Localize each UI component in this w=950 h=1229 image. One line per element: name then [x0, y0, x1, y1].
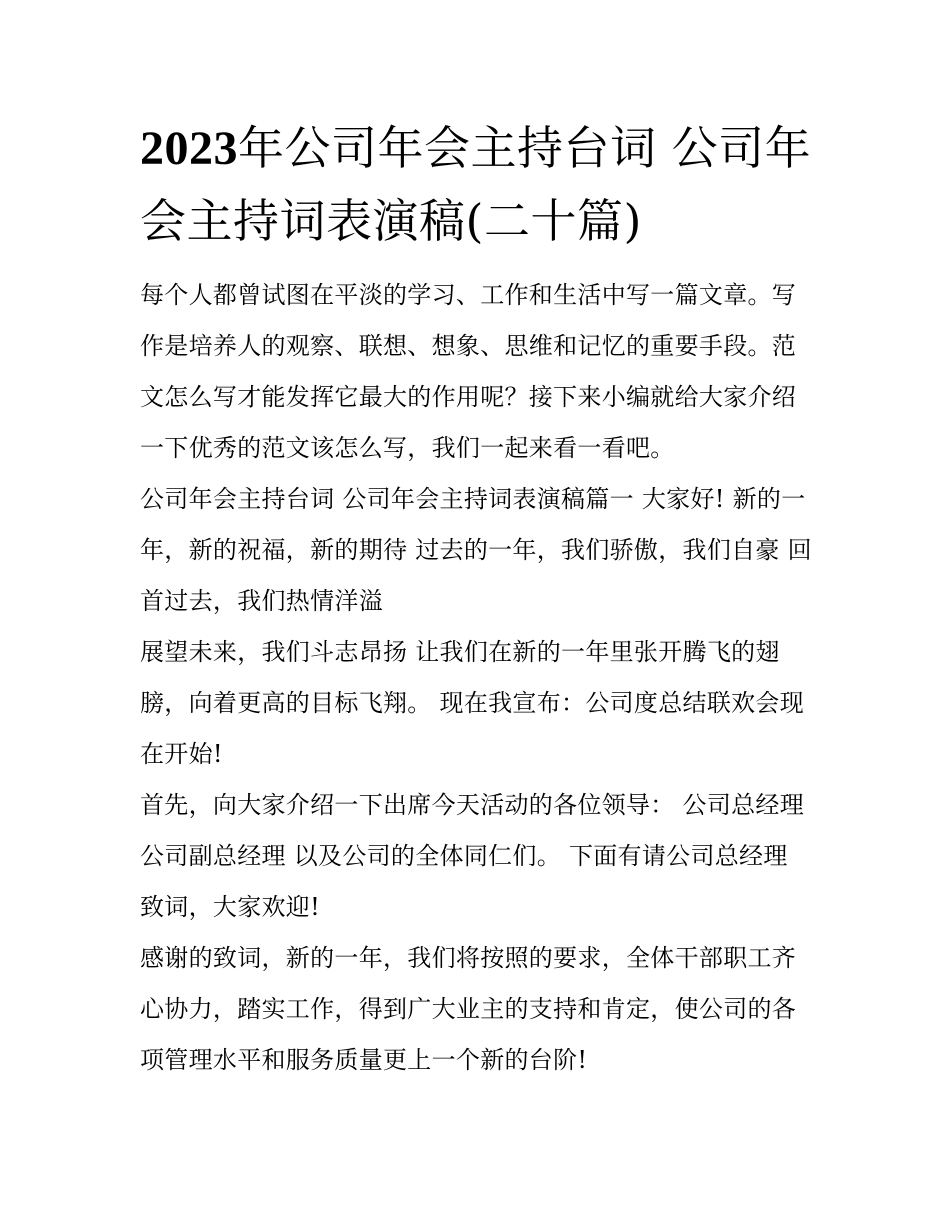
- title-year: 2023: [140, 122, 238, 175]
- paragraph-intro: 每个人都曾试图在平淡的学习、工作和生活中写一篇文章。写作是培养人的观察、联想、想象、思维和记忆的重要手段。范文怎么写才能发挥它最大的作用呢？接下来小编就给大家介绍一下优秀的范文该怎么写，我们一起来看一看吧。: [140, 281, 797, 462]
- paragraph-thanks: 感谢的致词，新的一年，我们将按照的要求，全体干部职工齐心协力，踏实工作，得到广大业主的支持和肯定，使公司的各项管理水平和服务质量更上一个新的台阶!: [140, 944, 797, 1074]
- document-body: [140, 112, 815, 1086]
- title-text: 年公司年会主持台词 公司年会主持词表演稿(二十篇): [140, 121, 812, 248]
- paragraph-opening: 公司年会主持台词 公司年会主持词表演稿篇一 大家好! 新的一年，新的祝福，新的期待 过去的一年，我们骄傲，我们自豪 回首过去，我们热情洋溢: [140, 485, 812, 615]
- document-title: [140, 112, 815, 258]
- paragraph-introduction-of-leaders: 首先，向大家介绍一下出席今天活动的各位领导： 公司总经理 公司副总经理 以及公司的全体同仁们。 下面有请公司总经理 致词，大家欢迎!: [140, 791, 805, 921]
- paragraph-announcement: 展望未来，我们斗志昂扬 让我们在新的一年里张开腾飞的翅膀，向着更高的目标飞翔。 现在我宣布：公司度总结联欢会现在开始!: [140, 638, 805, 768]
